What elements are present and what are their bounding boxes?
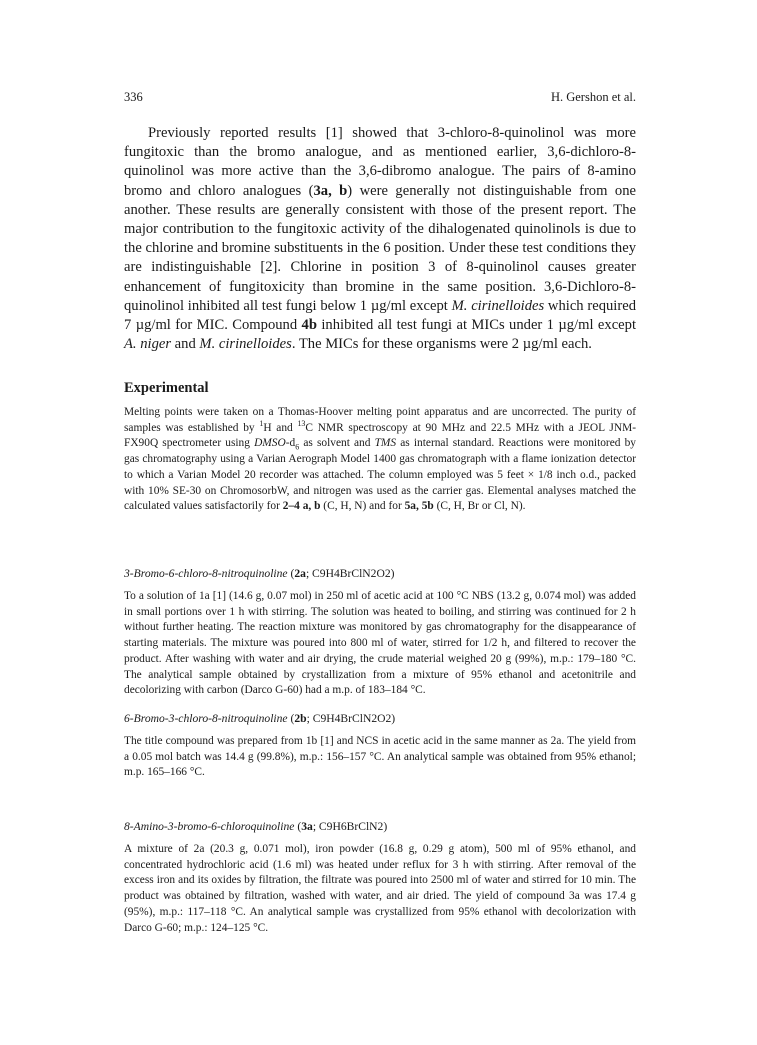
text: H and [263,421,298,434]
compound-label: 2b [294,712,307,725]
compound-name: 8-Amino-3-bromo-6-chloroquinoline [124,820,295,833]
running-authors: H. Gershon et al. [550,90,636,104]
text: C NMR spectroscopy at 90 MHz and 22.5 MHz with a JEOL JNM-FX90Q spectrometer using [124,421,636,450]
text: -d [285,437,296,450]
experimental-paragraph [124,405,636,515]
page-number: 336 [124,90,143,104]
species-name: M. cirinelloides [451,297,545,314]
compound-label: 3a [301,820,313,833]
text: (C, H, Br or Cl, N). [433,500,526,513]
compound-ref: 3a, b [313,182,348,199]
text: Melting points were taken on a Thomas-Hoover melting point apparatus and are uncorrected. The purity of samples was established by [124,406,636,434]
subscript: 6 [295,442,300,452]
procedure-2b [124,734,636,781]
text: (C, H, N) and for [320,500,405,513]
compound-label: 2a [294,567,306,580]
standard-name: TMS [374,437,397,450]
subsection-title-2b: 6-Bromo-3-chloro-8-nitroquinoline (2b; C9H4BrClN2O2) [124,712,396,725]
procedure-3a [124,842,636,936]
compound-ref: 5a, 5b [404,500,434,513]
compound-ref: 2–4 a, b [282,500,321,513]
text: as internal standard. Reactions were monitored by gas chromatography using a Varian Aerograph Model 1400 gas chromatograph with a flame ionization detector to which a Varian Model 20 recorder was attached. The column employed was 5 feet × 1/8 inch o.d., packed with 10% SE-30 on ChromosorbW, and nitrogen was used as the carrier gas. Elemental analyses matched the calculated values satisfactorily for [124,437,636,513]
procedure-2a [124,589,636,699]
intro-text: . The MICs for these organisms were 2 µg/ml each. [291,336,592,353]
procedure-text: To a solution of 1a [1] (14.6 g, 0.07 mol) in 250 ml of acetic acid at 100 °C NBS (13.2 g, 0.074 mol) was added in small portions over 1 h with stirring. The solution was heated to boiling, and stirring was continued for 2 h without further heating. The reaction mixture was monitored by gas chromatography for the disappearance of starting materials. The mixture was poured into 800 ml of water, stirred for 1/2 h, and filtered to recover the product. After washing with water and air drying, the crude material weighed 20 g (99%), m.p.: 179–180 °C. The analytical sample obtained by crystallization from a mixture of 95% ethanol and acetonitrile and decolorizing with carbon (Darco G-60) had a m.p. of 183–184 °C. [124,590,636,697]
compound-name: 6-Bromo-3-chloro-8-nitroquinoline [124,712,288,725]
intro-paragraph [124,124,636,354]
formula: ; C9H4BrClN2O2) [306,712,396,725]
compound-name: 3-Bromo-6-chloro-8-nitroquinoline [124,567,288,580]
procedure-text: A mixture of 2a (20.3 g, 0.071 mol), iron powder (16.8 g, 0.29 g atom), 500 ml of 95% ethanol, and concentrated hydrochloric acid (1.6 ml) was heated under reflux for 3 h with stirring. After removal of the excess iron and its oxides by filtration, the filtrate was poured into 2500 ml of water and stirred for 10 min. The product was obtained by filtration, washed with water, and air dried. The yield of compound 3a was 17.4 g (95%), m.p.: 117–118 °C. An analytical sample was crystallized from 95% ethanol with decolorization with Darco G-60; m.p.: 124–125 °C. [124,843,636,934]
intro-text: Previously reported results [1] showed that 3-chloro-8-quinolinol was more fungitoxic than the bromo analogue, and as mentioned earlier, 3,6-dichloro-8-quinolinol was more active than the 3,6-dibromo analogue. The pairs of 8-amino bromo and chloro analogues ( [124,125,636,199]
species-name: A. niger [124,336,172,353]
subsection-title-2a: 3-Bromo-6-chloro-8-nitroquinoline (2a; C9H4BrClN2O2) [124,567,395,580]
species-name: M. cirinelloides [199,336,292,353]
section-heading-experimental: Experimental [124,380,209,396]
intro-text: which required 7 µg/ml for MIC. Compound [124,297,636,334]
procedure-text: The title compound was prepared from 1b [1] and NCS in acetic acid in the same manner as 2a. The yield from a 0.05 mol batch was 14.4 g (99.8%), m.p.: 156–157 °C. An analytical sample was obtained from 95% ethanol; m.p. 165–166 °C. [124,735,636,779]
subsection-title-3a: 8-Amino-3-bromo-6-chloroquinoline (3a; C9H6BrClN2) [124,820,388,833]
intro-text: inhibited all test fungi at MICs under 1 µg/ml except [316,317,637,334]
superscript: 1 [259,418,264,428]
compound-ref: 4b [301,317,317,334]
intro-text: and [171,336,200,353]
formula: ; C9H6BrClN2) [312,820,388,833]
intro-text: ) were generally not distinguishable from one another. These results are generally consistent with those of the present report. The major contribution to the fungitoxic activity of the dihalogenated quinolinols is due to the chlorine and bromine substituents in the 6 position. Under these test conditions they are indistinguishable [2]. Chlorine in position 3 of 8-quinolinol causes greater enhancement of fungitoxicity than bromine in the same position. 3,6-Dichloro-8-quinolinol inhibited all test fungi below 1 µg/ml except [124,182,636,314]
text: as solvent and [299,437,375,450]
formula: ; C9H4BrClN2O2) [305,567,395,580]
solvent-name: DMSO [254,437,286,450]
running-header [124,90,636,106]
superscript: 13 [297,418,306,428]
